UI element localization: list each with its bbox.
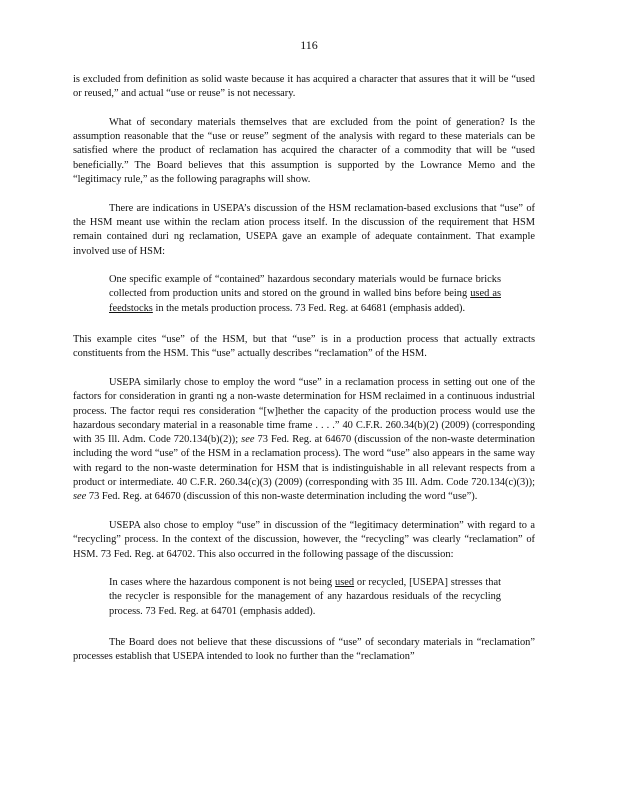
block-quote-2: In cases where the hazardous component is not being used or recycled, [USEPA] stresses that the recycler is responsible for the management of any hazardous residuals of the recycling process. 73 Fed. Reg. at 64701 (emphasis added). (109, 577, 501, 617)
document-body (73, 73, 535, 679)
paragraph-3: There are indications in USEPA’s discussion of the HSM reclamation-based exclusions that “use” of the HSM meant use within the reclam ation process itself. In the discussion of the requirement that HSM remain contained duri ng reclamation, USEPA gave an example of adequate containment. That example involved use of HSM: (73, 202, 535, 257)
paragraph-4: This example cites “use” of the HSM, but that “use” is in a production process that actually extracts constituents from the HSM. This “use” actually describes “reclamation” of the HSM. (73, 334, 535, 360)
paragraph-2: What of secondary materials themselves that are excluded from the point of generation? Is the assumption reasonable that the “use or reuse” segment of the analysis with regard to these materials can be satisfied where the product of reclamation has acquired the character of a commodity that will be “used beneficially.” The Board believes that this assumption is supported by the Lowrance Memo and the “legitimacy rule,” as the following paragraphs will show. (73, 116, 535, 186)
citation-signal: see (241, 434, 255, 446)
paragraph-7: The Board does not believe that these discussions of “use” of secondary materials in “reclamation” processes establish that USEPA intended to look no further than the “reclamation” (73, 636, 535, 663)
emphasis-underline: used as feedstocks (109, 288, 501, 314)
block-quote-1: One specific example of “contained” hazardous secondary materials would be furnace bricks collected from production units and stored on the ground in walled bins before being used as feedstocks in the metals production process. 73 Fed. Reg. at 64681 (emphasis added). (109, 274, 501, 314)
page-number: 116 (300, 38, 318, 52)
paragraph-6: USEPA also chose to employ “use” in discussion of the “legitimacy determination” with regard to a “recycling” process. In the context of the discussion, however, the “recycling” was clearly “reclamation” of HSM. 73 Fed. Reg. at 64702. This also occurred in the following passage of the discussion: (73, 519, 535, 560)
emphasis-underline: used (335, 577, 355, 589)
paragraph-1: is excluded from definition as solid waste because it has acquired a character that assures that it will be “used or reused,” and actual “use or reuse” is not necessary. (73, 74, 535, 100)
citation-signal: see (73, 491, 87, 503)
paragraph-5: USEPA similarly chose to employ the word “use” in a reclamation process in setting out one of the factors for consideration in granti ng a non-waste determination for HSM reclaimed in a continuous industrial process. The factor requi res consideration “[w]hether the capacity of the production process would use the hazardous secondary material in a reasonable time frame . . . .” 40 C.F.R. 260.34(b)(2) (2009) (corresponding with 35 Ill. Adm. Code 720.134(b)(2)); see 73 Fed. Reg. at 64670 (discussion of the non-waste determination including the word “use” of the HSM in a reclamation process). The word “use” also appears in the same way with regard to the non-waste determination for HSM that is indistinguishable in all relevant respects from a product or intermediate. 40 C.F.R. 260.34(c)(3) (2009) (corresponding with 35 Ill. Adm. Code 720.134(c)(3)); see 73 Fed. Reg. at 64670 (discussion of this non-waste determination including the word “use”). (73, 376, 535, 503)
